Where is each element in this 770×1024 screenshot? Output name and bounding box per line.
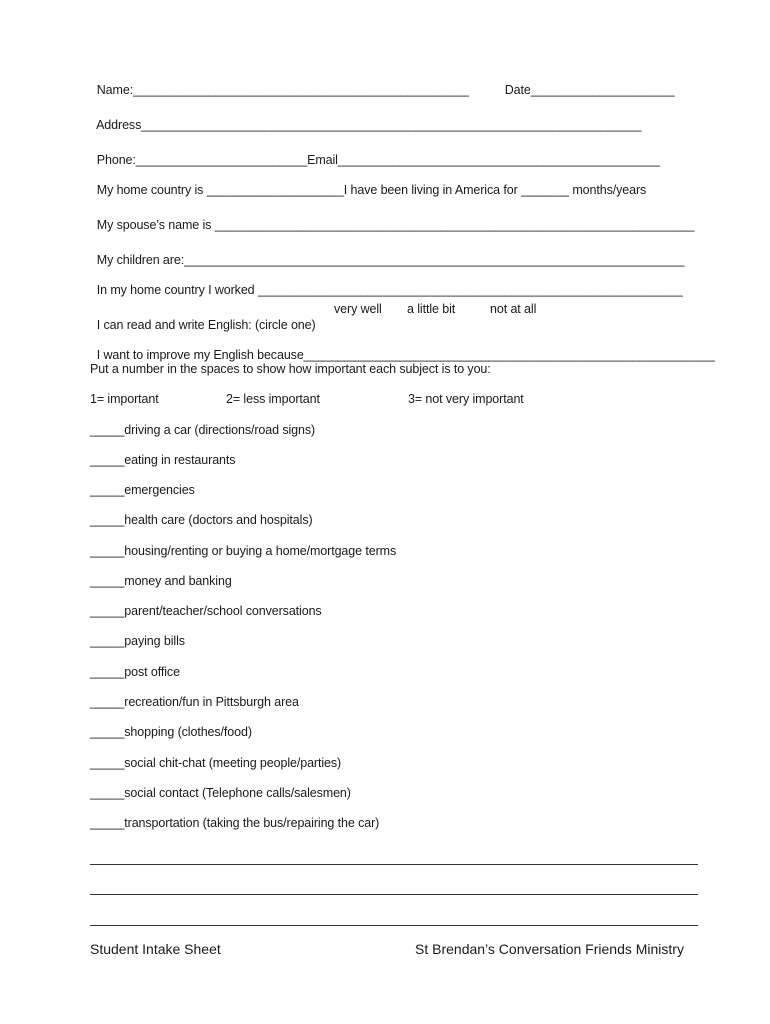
rank-field[interactable]: _____ bbox=[90, 453, 125, 467]
list-item bbox=[90, 724, 252, 740]
improve-row bbox=[90, 331, 715, 363]
subject-label: transportation (taking the bus/repairing the car) bbox=[124, 816, 380, 830]
comment-line[interactable] bbox=[90, 894, 698, 895]
home-country-label: My home country is bbox=[96, 183, 207, 197]
subject-label: parent/teacher/school conversations bbox=[124, 604, 322, 618]
date-label: Date bbox=[504, 83, 531, 97]
subject-label: shopping (clothes/food) bbox=[124, 725, 252, 739]
children-field[interactable]: _________________________________________________________________________ bbox=[184, 253, 685, 267]
subject-label: health care (doctors and hospitals) bbox=[124, 513, 313, 527]
subject-label: social chit-chat (meeting people/parties) bbox=[124, 756, 342, 770]
worked-row bbox=[90, 266, 683, 298]
subject-label: paying bills bbox=[124, 634, 185, 648]
footer-ministry: St Brendan’s Conversation Friends Ministry bbox=[415, 941, 684, 957]
comment-line[interactable] bbox=[90, 925, 698, 926]
rank-field[interactable]: _____ bbox=[90, 544, 125, 558]
date-row bbox=[498, 66, 675, 98]
subject-label: emergencies bbox=[124, 483, 195, 497]
rank-field[interactable]: _____ bbox=[90, 574, 125, 588]
rank-field[interactable]: _____ bbox=[90, 816, 125, 830]
rank-field[interactable]: _____ bbox=[90, 634, 125, 648]
address-field[interactable]: _________________________________________________________________________ bbox=[141, 118, 642, 132]
list-item bbox=[90, 512, 313, 528]
phone-label: Phone: bbox=[96, 153, 136, 167]
subject-label: money and banking bbox=[124, 574, 232, 588]
rank-field[interactable]: _____ bbox=[90, 725, 125, 739]
home-country-row bbox=[90, 166, 646, 198]
list-item bbox=[90, 755, 341, 771]
rank-field[interactable]: _____ bbox=[90, 513, 125, 527]
list-item bbox=[90, 694, 299, 710]
list-item bbox=[90, 482, 195, 498]
list-item bbox=[90, 543, 396, 559]
read-write-row bbox=[90, 301, 316, 333]
address-row bbox=[90, 101, 641, 133]
subject-label: social contact (Telephone calls/salesmen) bbox=[124, 786, 351, 800]
date-field[interactable]: _____________________ bbox=[530, 83, 675, 97]
email-label: Email bbox=[307, 153, 338, 167]
rank-field[interactable]: _____ bbox=[90, 665, 125, 679]
option-a-little-bit[interactable]: a little bit bbox=[407, 302, 456, 316]
list-item bbox=[90, 633, 185, 649]
list-item bbox=[90, 603, 322, 619]
worked-label: In my home country I worked bbox=[96, 283, 258, 297]
subject-label: post office bbox=[124, 665, 180, 679]
subject-label: eating in restaurants bbox=[124, 453, 236, 467]
list-item bbox=[90, 422, 315, 438]
option-very-well[interactable]: very well bbox=[334, 302, 382, 316]
living-unit-label: months/years bbox=[568, 183, 647, 197]
rank-field[interactable]: _____ bbox=[90, 695, 125, 709]
subject-label: driving a car (directions/road signs) bbox=[124, 423, 316, 437]
list-item bbox=[90, 452, 235, 468]
list-item bbox=[90, 664, 180, 680]
phone-field[interactable]: _________________________ bbox=[135, 153, 308, 167]
list-item bbox=[90, 573, 232, 589]
improve-field[interactable]: ____________________________________________________________ bbox=[303, 348, 715, 362]
list-item bbox=[90, 815, 379, 831]
spouse-field[interactable]: ______________________________________________________________________ bbox=[214, 218, 695, 232]
improve-label: I want to improve my English because bbox=[96, 348, 304, 362]
list-item bbox=[90, 785, 351, 801]
rank-field[interactable]: _____ bbox=[90, 423, 125, 437]
scale-not-very-important: 3= not very important bbox=[408, 392, 524, 406]
worked-field[interactable]: ______________________________________________________________ bbox=[257, 283, 683, 297]
email-field[interactable]: _______________________________________________ bbox=[337, 153, 660, 167]
name-row bbox=[90, 66, 469, 98]
read-write-label: I can read and write English: (circle one) bbox=[96, 318, 316, 332]
rank-field[interactable]: _____ bbox=[90, 756, 125, 770]
phone-email-row bbox=[90, 136, 660, 168]
rank-field[interactable]: _____ bbox=[90, 604, 125, 618]
subject-label: housing/renting or buying a home/mortgage terms bbox=[124, 544, 397, 558]
spouse-row bbox=[90, 201, 694, 233]
home-country-field[interactable]: ____________________ bbox=[206, 183, 344, 197]
spouse-label: My spouse’s name is bbox=[96, 218, 215, 232]
rank-field[interactable]: _____ bbox=[90, 483, 125, 497]
living-duration-field[interactable]: _______ bbox=[521, 183, 569, 197]
living-label: I have been living in America for bbox=[343, 183, 522, 197]
children-label: My children are: bbox=[96, 253, 185, 267]
footer-title: Student Intake Sheet bbox=[90, 941, 221, 957]
comment-line[interactable] bbox=[90, 864, 698, 865]
scale-important: 1= important bbox=[90, 392, 159, 406]
option-not-at-all[interactable]: not at all bbox=[490, 302, 537, 316]
ranking-instruction: Put a number in the spaces to show how important each subject is to you: bbox=[90, 362, 491, 376]
scale-less-important: 2= less important bbox=[226, 392, 320, 406]
rank-field[interactable]: _____ bbox=[90, 786, 125, 800]
name-field[interactable]: _________________________________________________ bbox=[133, 83, 469, 97]
children-row bbox=[90, 236, 684, 268]
address-label: Address bbox=[96, 118, 142, 132]
name-label: Name: bbox=[96, 83, 134, 97]
subject-label: recreation/fun in Pittsburgh area bbox=[124, 695, 299, 709]
